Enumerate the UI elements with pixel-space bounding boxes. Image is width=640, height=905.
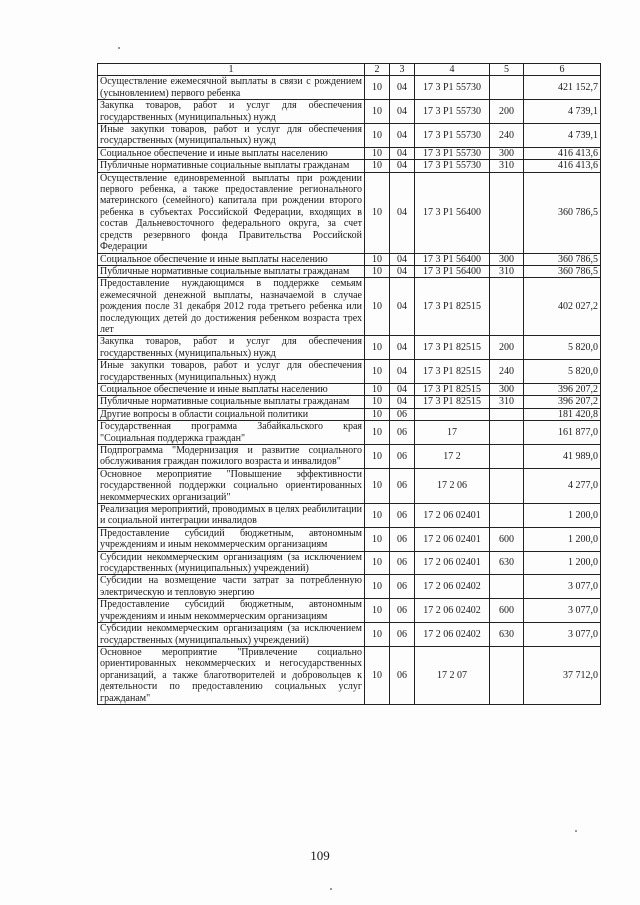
section-code: 10 <box>365 360 390 384</box>
expense-type-code <box>490 445 524 469</box>
amount: 416 413,6 <box>524 160 601 172</box>
target-article-code: 17 3 P1 55730 <box>415 76 490 100</box>
header-col-6: 6 <box>524 64 601 76</box>
target-article-code: 17 3 P1 56400 <box>415 172 490 253</box>
section-code: 10 <box>365 599 390 623</box>
table-row <box>98 124 601 148</box>
target-article-code: 17 2 <box>415 445 490 469</box>
amount: 3 077,0 <box>524 599 601 623</box>
section-code: 10 <box>365 265 390 277</box>
target-article-code: 17 3 P1 56400 <box>415 265 490 277</box>
amount: 396 207,2 <box>524 396 601 408</box>
table-row <box>98 278 601 336</box>
amount: 402 027,2 <box>524 278 601 336</box>
item-name: Социальное обеспечение и иные выплаты населению <box>98 147 365 159</box>
table-row <box>98 551 601 575</box>
target-article-code: 17 2 06 02401 <box>415 551 490 575</box>
header-col-5: 5 <box>490 64 524 76</box>
target-article-code: 17 3 P1 82515 <box>415 360 490 384</box>
subsection-code: 06 <box>390 421 415 445</box>
amount: 1 200,0 <box>524 527 601 551</box>
target-article-code: 17 3 P1 55730 <box>415 160 490 172</box>
amount: 5 820,0 <box>524 336 601 360</box>
table-row <box>98 421 601 445</box>
expense-type-code: 300 <box>490 383 524 395</box>
header-col-4: 4 <box>415 64 490 76</box>
scan-speck <box>330 888 332 890</box>
amount: 5 820,0 <box>524 360 601 384</box>
scan-speck <box>118 47 120 49</box>
item-name: Основное мероприятие "Повышение эффективности государственной поддержки социально ориентированных некоммерческих организаций" <box>98 468 365 503</box>
target-article-code: 17 2 06 02402 <box>415 575 490 599</box>
item-name: Иные закупки товаров, работ и услуг для обеспечения государственных (муниципальных) нужд <box>98 360 365 384</box>
expense-type-code: 630 <box>490 551 524 575</box>
expense-type-code <box>490 504 524 528</box>
section-code: 10 <box>365 408 390 420</box>
section-code: 10 <box>365 468 390 503</box>
section-code: 10 <box>365 646 390 704</box>
table-row <box>98 527 601 551</box>
subsection-code: 06 <box>390 468 415 503</box>
amount: 396 207,2 <box>524 383 601 395</box>
item-name: Основное мероприятие "Привлечение социально ориентированных некоммерческих и негосударственных организаций, а также благотворителей и добровольцев к деятельности по предоставлению социальных услуг гражданам" <box>98 646 365 704</box>
item-name: Субсидии некоммерческим организациям (за исключением государственных (муниципальных) учреждений) <box>98 551 365 575</box>
table-row <box>98 575 601 599</box>
table-row <box>98 468 601 503</box>
item-name: Публичные нормативные социальные выплаты гражданам <box>98 396 365 408</box>
target-article-code: 17 3 P1 55730 <box>415 100 490 124</box>
item-name: Субсидии на возмещение части затрат за потребленную электрическую и тепловую энергию <box>98 575 365 599</box>
expense-type-code: 200 <box>490 100 524 124</box>
table-row <box>98 160 601 172</box>
expense-type-code: 300 <box>490 253 524 265</box>
table-row <box>98 265 601 277</box>
item-name: Закупка товаров, работ и услуг для обеспечения государственных (муниципальных) нужд <box>98 100 365 124</box>
amount: 1 200,0 <box>524 551 601 575</box>
subsection-code: 04 <box>390 360 415 384</box>
item-name: Социальное обеспечение и иные выплаты населению <box>98 253 365 265</box>
item-name: Подпрограмма "Модернизация и развитие социального обслуживания граждан пожилого возраста и инвалидов" <box>98 445 365 469</box>
target-article-code: 17 3 P1 56400 <box>415 253 490 265</box>
expense-type-code <box>490 172 524 253</box>
table-row <box>98 445 601 469</box>
expense-type-code: 310 <box>490 396 524 408</box>
header-col-2: 2 <box>365 64 390 76</box>
item-name: Осуществление ежемесячной выплаты в связи с рождением (усыновлением) первого ребенка <box>98 76 365 100</box>
header-col-3: 3 <box>390 64 415 76</box>
section-code: 10 <box>365 147 390 159</box>
target-article-code: 17 2 06 02402 <box>415 599 490 623</box>
item-name: Осуществление единовременной выплаты при рождении первого ребенка, а также предоставление регионального материнского (семейного) капитала при рождении второго ребенка в субъектах Российской Федерации, входящих в состав Дальневосточного федерального округа, за счет средств резервного фонда Правительства Российской Федерации <box>98 172 365 253</box>
item-name: Публичные нормативные социальные выплаты гражданам <box>98 265 365 277</box>
expense-type-code <box>490 408 524 420</box>
target-article-code: 17 3 P1 82515 <box>415 278 490 336</box>
subsection-code: 06 <box>390 575 415 599</box>
target-article-code: 17 3 P1 55730 <box>415 147 490 159</box>
expense-type-code: 310 <box>490 160 524 172</box>
subsection-code: 06 <box>390 599 415 623</box>
header-col-1: 1 <box>98 64 365 76</box>
subsection-code: 06 <box>390 504 415 528</box>
subsection-code: 04 <box>390 253 415 265</box>
table-row <box>98 172 601 253</box>
budget-table <box>97 63 601 705</box>
amount: 360 786,5 <box>524 253 601 265</box>
page-number: 109 <box>310 848 330 863</box>
subsection-code: 04 <box>390 124 415 148</box>
target-article-code: 17 2 06 02402 <box>415 623 490 647</box>
table-row <box>98 147 601 159</box>
section-code: 10 <box>365 504 390 528</box>
expense-type-code <box>490 468 524 503</box>
subsection-code: 06 <box>390 646 415 704</box>
amount: 37 712,0 <box>524 646 601 704</box>
table-row <box>98 408 601 420</box>
table-row <box>98 76 601 100</box>
amount: 4 739,1 <box>524 100 601 124</box>
scan-speck <box>575 830 577 832</box>
amount: 416 413,6 <box>524 147 601 159</box>
section-code: 10 <box>365 124 390 148</box>
column-number-row <box>98 64 601 76</box>
amount: 181 420,8 <box>524 408 601 420</box>
table-row <box>98 396 601 408</box>
table-row <box>98 253 601 265</box>
amount: 360 786,5 <box>524 265 601 277</box>
table-row <box>98 360 601 384</box>
section-code: 10 <box>365 336 390 360</box>
table-row <box>98 336 601 360</box>
amount: 4 739,1 <box>524 124 601 148</box>
amount: 3 077,0 <box>524 623 601 647</box>
amount: 421 152,7 <box>524 76 601 100</box>
section-code: 10 <box>365 575 390 599</box>
item-name: Закупка товаров, работ и услуг для обеспечения государственных (муниципальных) нужд <box>98 336 365 360</box>
expense-type-code: 300 <box>490 147 524 159</box>
subsection-code: 04 <box>390 76 415 100</box>
expense-type-code: 600 <box>490 599 524 623</box>
amount: 3 077,0 <box>524 575 601 599</box>
expense-type-code <box>490 76 524 100</box>
table-row <box>98 599 601 623</box>
item-name: Предоставление субсидий бюджетным, автономным учреждениям и иным некоммерческим организациям <box>98 599 365 623</box>
amount: 1 200,0 <box>524 504 601 528</box>
target-article-code: 17 3 P1 82515 <box>415 383 490 395</box>
target-article-code: 17 <box>415 421 490 445</box>
target-article-code: 17 3 P1 82515 <box>415 336 490 360</box>
expense-type-code <box>490 421 524 445</box>
item-name: Предоставление нуждающимся в поддержке семьям ежемесячной денежной выплаты, назначаемой в случае рождения после 31 декабря 2012 года третьего ребенка или последующих детей до достижения ребенком возраста трех лет <box>98 278 365 336</box>
target-article-code: 17 2 06 02401 <box>415 504 490 528</box>
item-name: Социальное обеспечение и иные выплаты населению <box>98 383 365 395</box>
subsection-code: 06 <box>390 445 415 469</box>
section-code: 10 <box>365 253 390 265</box>
table-row <box>98 504 601 528</box>
amount: 41 989,0 <box>524 445 601 469</box>
expense-type-code <box>490 575 524 599</box>
target-article-code: 17 2 06 02401 <box>415 527 490 551</box>
item-name: Публичные нормативные социальные выплаты гражданам <box>98 160 365 172</box>
budget-table-body <box>98 64 601 705</box>
table-row <box>98 383 601 395</box>
subsection-code: 04 <box>390 265 415 277</box>
amount: 161 877,0 <box>524 421 601 445</box>
item-name: Иные закупки товаров, работ и услуг для обеспечения государственных (муниципальных) нужд <box>98 124 365 148</box>
subsection-code: 06 <box>390 623 415 647</box>
item-name: Реализация мероприятий, проводимых в целях реабилитации и социальной интеграции инвалидов <box>98 504 365 528</box>
subsection-code: 04 <box>390 278 415 336</box>
target-article-code: 17 3 P1 82515 <box>415 396 490 408</box>
section-code: 10 <box>365 421 390 445</box>
section-code: 10 <box>365 527 390 551</box>
expense-type-code: 600 <box>490 527 524 551</box>
table-row <box>98 100 601 124</box>
expense-type-code: 240 <box>490 360 524 384</box>
subsection-code: 06 <box>390 408 415 420</box>
section-code: 10 <box>365 160 390 172</box>
subsection-code: 04 <box>390 172 415 253</box>
section-code: 10 <box>365 551 390 575</box>
section-code: 10 <box>365 172 390 253</box>
subsection-code: 04 <box>390 336 415 360</box>
section-code: 10 <box>365 76 390 100</box>
subsection-code: 04 <box>390 160 415 172</box>
item-name: Предоставление субсидий бюджетным, автономным учреждениям и иным некоммерческим организациям <box>98 527 365 551</box>
expense-type-code: 200 <box>490 336 524 360</box>
table-row <box>98 646 601 704</box>
expense-type-code <box>490 278 524 336</box>
subsection-code: 06 <box>390 551 415 575</box>
section-code: 10 <box>365 396 390 408</box>
expense-type-code <box>490 646 524 704</box>
target-article-code: 17 2 07 <box>415 646 490 704</box>
section-code: 10 <box>365 278 390 336</box>
subsection-code: 04 <box>390 147 415 159</box>
section-code: 10 <box>365 623 390 647</box>
expense-type-code: 310 <box>490 265 524 277</box>
amount: 360 786,5 <box>524 172 601 253</box>
target-article-code <box>415 408 490 420</box>
amount: 4 277,0 <box>524 468 601 503</box>
table-row <box>98 623 601 647</box>
subsection-code: 06 <box>390 527 415 551</box>
subsection-code: 04 <box>390 100 415 124</box>
subsection-code: 04 <box>390 396 415 408</box>
section-code: 10 <box>365 383 390 395</box>
target-article-code: 17 3 P1 55730 <box>415 124 490 148</box>
expense-type-code: 630 <box>490 623 524 647</box>
item-name: Другие вопросы в области социальной политики <box>98 408 365 420</box>
expense-type-code: 240 <box>490 124 524 148</box>
item-name: Государственная программа Забайкальского края "Социальная поддержка граждан" <box>98 421 365 445</box>
item-name: Субсидии некоммерческим организациям (за исключением государственных (муниципальных) учреждений) <box>98 623 365 647</box>
section-code: 10 <box>365 445 390 469</box>
section-code: 10 <box>365 100 390 124</box>
subsection-code: 04 <box>390 383 415 395</box>
target-article-code: 17 2 06 <box>415 468 490 503</box>
